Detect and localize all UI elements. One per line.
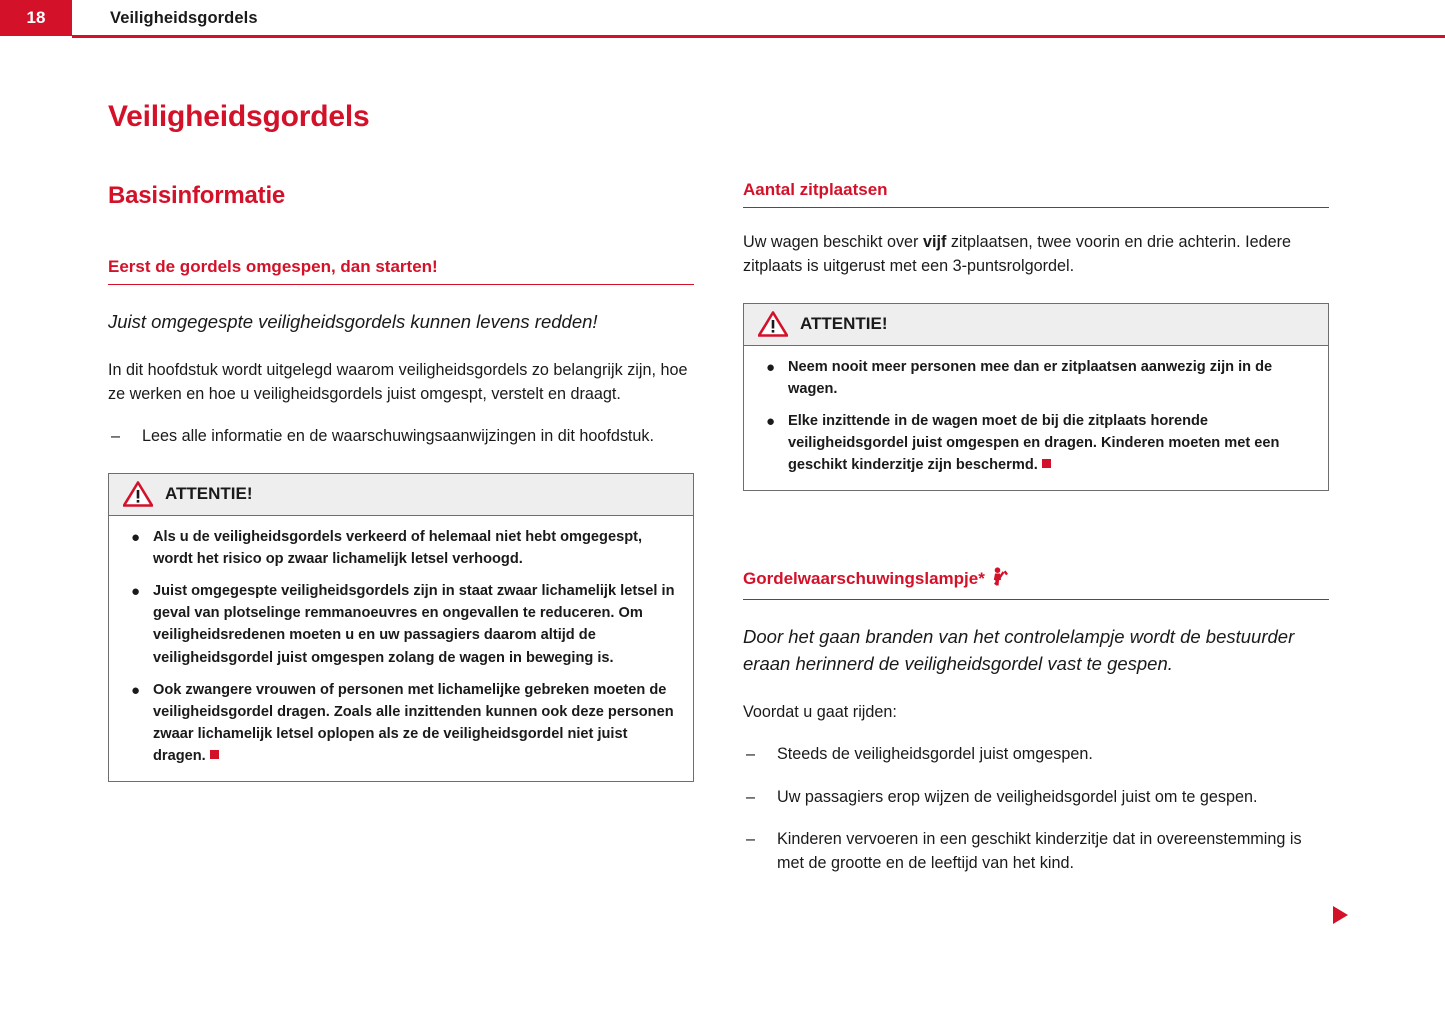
chapter-title: Veiligheidsgordels (108, 100, 370, 133)
left-subsection (108, 257, 694, 285)
attention-item (123, 679, 679, 768)
attention-item-text: Als u de veiligheidsgordels verkeerd of helemaal niet hebt omgegespt, wordt het risico op zwaar lichamelijk letsel verhoogd. (153, 528, 643, 567)
attention-header (109, 474, 693, 516)
paragraph-part-2: zitplaatsen, twee voorin en drie achterin. Iedere zitplaats is uitgerust met een 3-puntsrolgordel. (743, 233, 1291, 276)
list-item (743, 827, 1329, 876)
dash-marker: – (111, 427, 121, 446)
page-number: 18 (0, 0, 72, 36)
list-item-text: Steeds de veiligheidsgordel juist omgespen. (777, 745, 1093, 764)
section-title: Basisinformatie (108, 182, 286, 209)
left-dash-list (108, 424, 698, 448)
subsection-title-aantal-zitplaatsen: Aantal zitplaatsen (743, 180, 1329, 208)
attention-item-text: Ook zwangere vrouwen of personen met lichamelijke gebreken moeten de veiligheidsgordel dragen. Zoals alle inzittenden kunnen ook deze personen zwaar lichamelijk letsel oplopen als ze de veiligheidsgordel niet juist dragen. (153, 681, 674, 765)
attention-box-right (743, 303, 1329, 492)
bullet-icon: ● (131, 681, 141, 699)
attention-item-text: Juist omgegespte veiligheidsgordels zijn in staat zwaar lichamelijk letsel in geval van plotselinge remmanoeuvres en ongevallen te reduceren. Om veiligheidsredenen moeten u en uw passagiers daarom altijd de veiligheidsgordel juist omgespen zolang de wagen in beweging is. (153, 583, 675, 666)
right-intro-italic: Door het gaan branden van het controlelampje wordt de bestuurder eraan herinnerd de veiligheidsgordel vast te gespen. (743, 626, 1295, 675)
attention-box-left (108, 473, 694, 783)
right-dash-list (743, 742, 1329, 875)
attention-item-text: Elke inzittende in de wagen moet de bij die zitplaats horende veiligheidsgordel juist omgespen en dragen. Kinderen moeten met een geschikt kinderzitje zijn beschermd. (788, 412, 1280, 474)
list-item-text: Kinderen vervoeren in een geschikt kinderzitje dat in overeenstemming is met de grootte en de leeftijd van het kind. (777, 829, 1302, 873)
dash-marker: – (746, 745, 756, 764)
paragraph-bold-word: vijf (922, 233, 947, 251)
attention-body (109, 516, 693, 782)
right-body-paragraph-1 (743, 230, 1329, 279)
bullet-icon: ● (131, 528, 141, 546)
right-subsection-2 (743, 567, 1329, 600)
end-of-section-mark (1042, 459, 1051, 468)
attention-item-text: Neem nooit meer personen mee dan er zitplaatsen aanwezig zijn in de wagen. (788, 358, 1273, 397)
bullet-icon: ● (131, 583, 141, 601)
subsection-title-eerst-de-gordels: Eerst de gordels omgespen, dan starten! (108, 257, 694, 285)
bullet-icon: ● (766, 358, 776, 376)
left-intro-italic: Juist omgegespte veiligheidsgordels kunnen levens redden! (108, 311, 598, 332)
warning-triangle-icon (758, 311, 788, 337)
warning-triangle-icon (123, 481, 153, 507)
header-title: Veiligheidsgordels (110, 9, 258, 27)
list-item-text: Uw passagiers erop wijzen de veiligheidsgordel juist om te gespen. (777, 787, 1258, 806)
right-body-paragraph-2: Voordat u gaat rijden: (743, 703, 897, 722)
list-item-text: Lees alle informatie en de waarschuwingsaanwijzingen in dit hoofdstuk. (142, 427, 655, 446)
seatbelt-warning-icon (991, 567, 1009, 592)
header-divider (72, 35, 1445, 38)
dash-marker: – (746, 787, 756, 806)
attention-header (744, 304, 1328, 346)
left-body-paragraph: In dit hoofdstuk wordt uitgelegd waarom veiligheidsgordels zo belangrijk zijn, hoe ze werken en hoe u veiligheidsgordels juist omgespt, verstelt en draagt. (108, 360, 688, 404)
bullet-icon: ● (766, 412, 776, 430)
subsection-label: Gordelwaarschuwingslampje* (743, 569, 985, 589)
attention-label: ATTENTIE! (165, 484, 253, 504)
dash-marker: – (746, 829, 756, 848)
next-page-arrow-icon[interactable] (1333, 906, 1348, 924)
attention-item (758, 356, 1314, 400)
attention-item (123, 526, 679, 570)
list-item (108, 424, 698, 448)
paragraph-part-1: Uw wagen beschikt over (743, 233, 923, 251)
subsection-title-gordelwaarschuwingslampje (743, 567, 1329, 600)
right-column (743, 180, 1329, 894)
end-of-section-mark (210, 750, 219, 759)
right-subsection-1 (743, 180, 1329, 208)
attention-item (758, 410, 1314, 477)
attention-item (123, 580, 679, 669)
list-item (743, 785, 1329, 809)
page-header (0, 0, 1445, 40)
left-column (108, 100, 698, 782)
attention-body (744, 346, 1328, 491)
attention-label: ATTENTIE! (800, 314, 888, 334)
list-item (743, 742, 1329, 766)
